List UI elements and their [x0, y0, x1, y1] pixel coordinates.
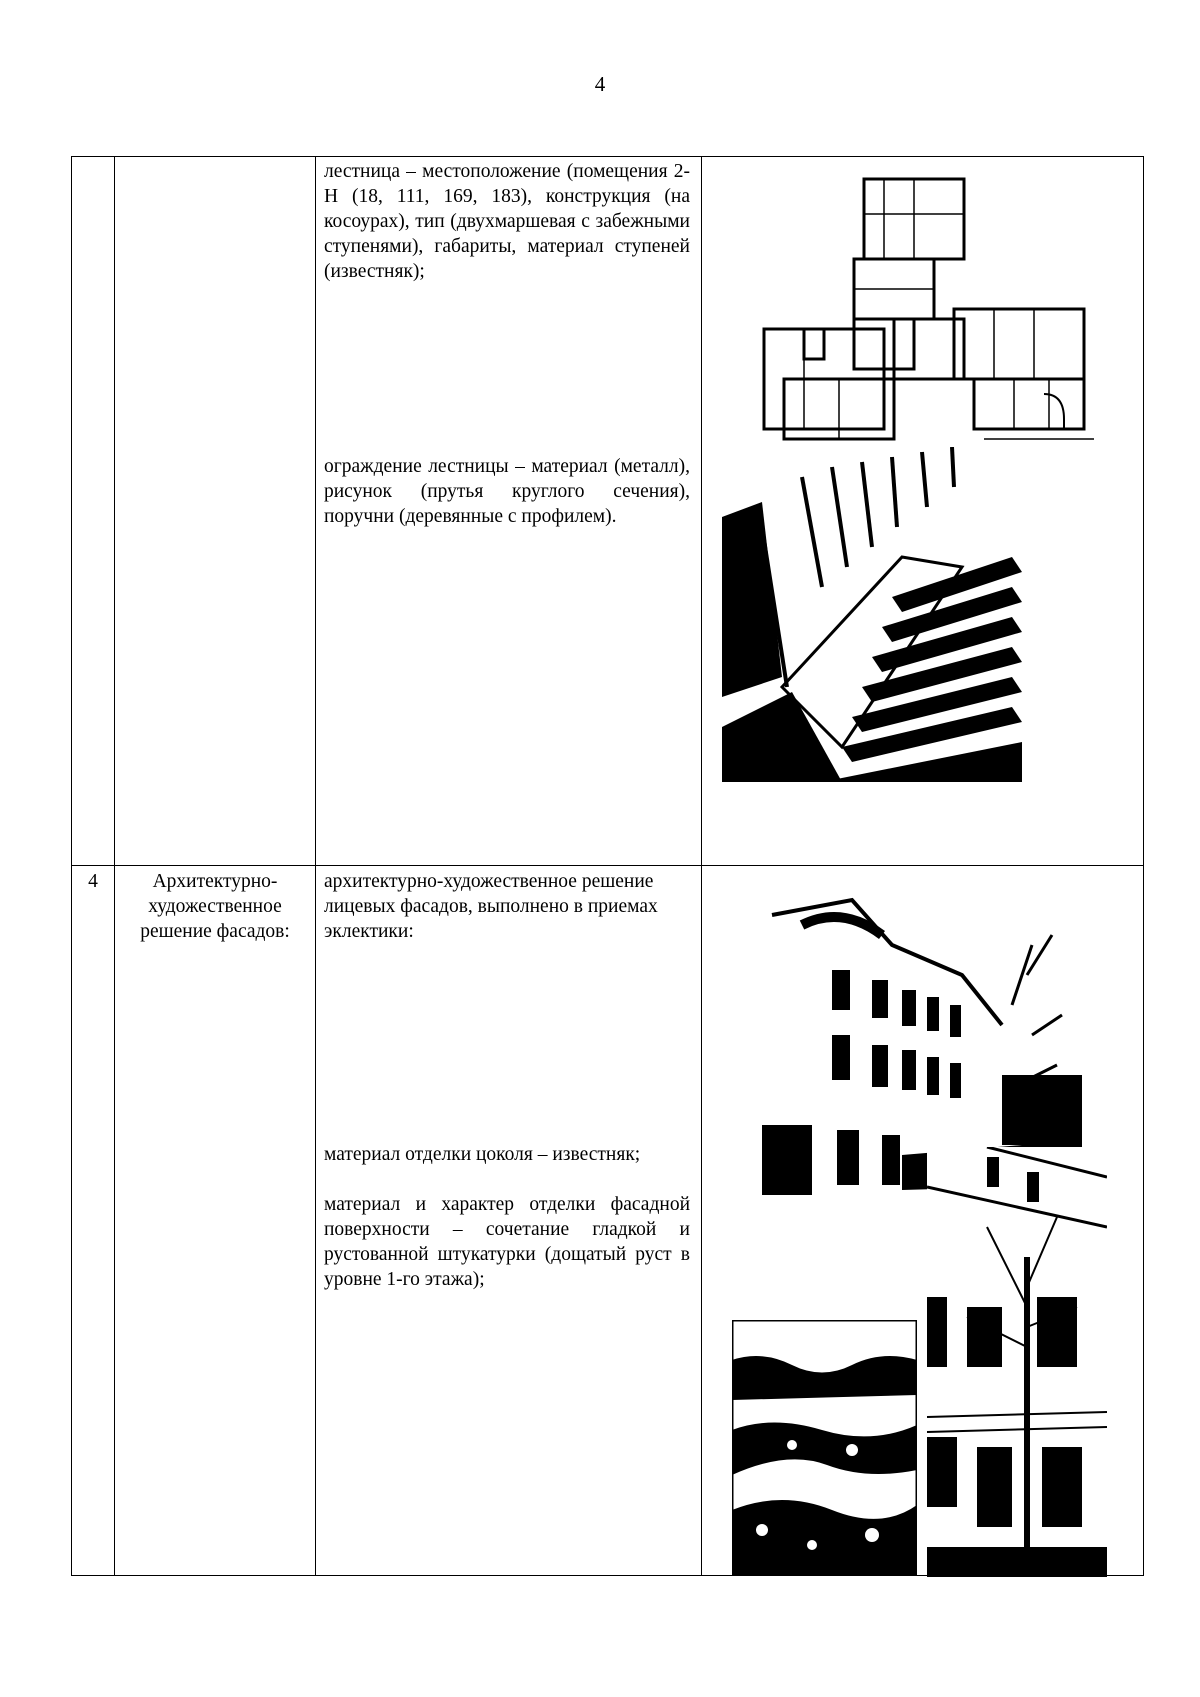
facade-description: архитектурно-художественное решение лицевых фасадов, выполнено в приемах эклектики:: [324, 871, 658, 942]
page-number: 4: [594, 72, 606, 96]
column-divider: [315, 157, 316, 1575]
column-divider: [114, 157, 115, 1575]
wall-finish-description: материал и характер отделки фасадной поверхности – сочетание гладкой и рустованной штукатурки (дощатый руст в уровне 1-го этажа);: [324, 1194, 690, 1290]
floor-plan-image: [744, 159, 1100, 459]
stair-description: лестница – местоположение (помещения 2-Н (18, 111, 169, 183), конструкция (на косоурах), тип (двухмаршевая с забежными ступенями), габариты, материал ступеней (известняк);: [324, 161, 690, 282]
plinth-drawing: [732, 1320, 917, 1575]
staircase-photo: [722, 447, 1022, 782]
staircase-drawing: [722, 447, 1022, 782]
protection-subject-table: [71, 156, 1144, 1576]
wall-finish-photo: [927, 1147, 1107, 1577]
row-category: Архитектурно-художественное решение фасадов:: [140, 871, 290, 942]
column-divider: [701, 157, 702, 1575]
wall-finish-drawing: [927, 1147, 1107, 1577]
row-number: 4: [88, 871, 98, 892]
railing-description: ограждение лестницы – материал (металл), рисунок (прутья круглого сечения), поручни (деревянные с профилем).: [324, 456, 690, 527]
floor-plan-drawing: [744, 159, 1100, 459]
plinth-photo: [732, 1320, 917, 1575]
row-divider: [72, 865, 1143, 866]
plinth-description: материал отделки цоколя – известняк;: [324, 1144, 641, 1165]
